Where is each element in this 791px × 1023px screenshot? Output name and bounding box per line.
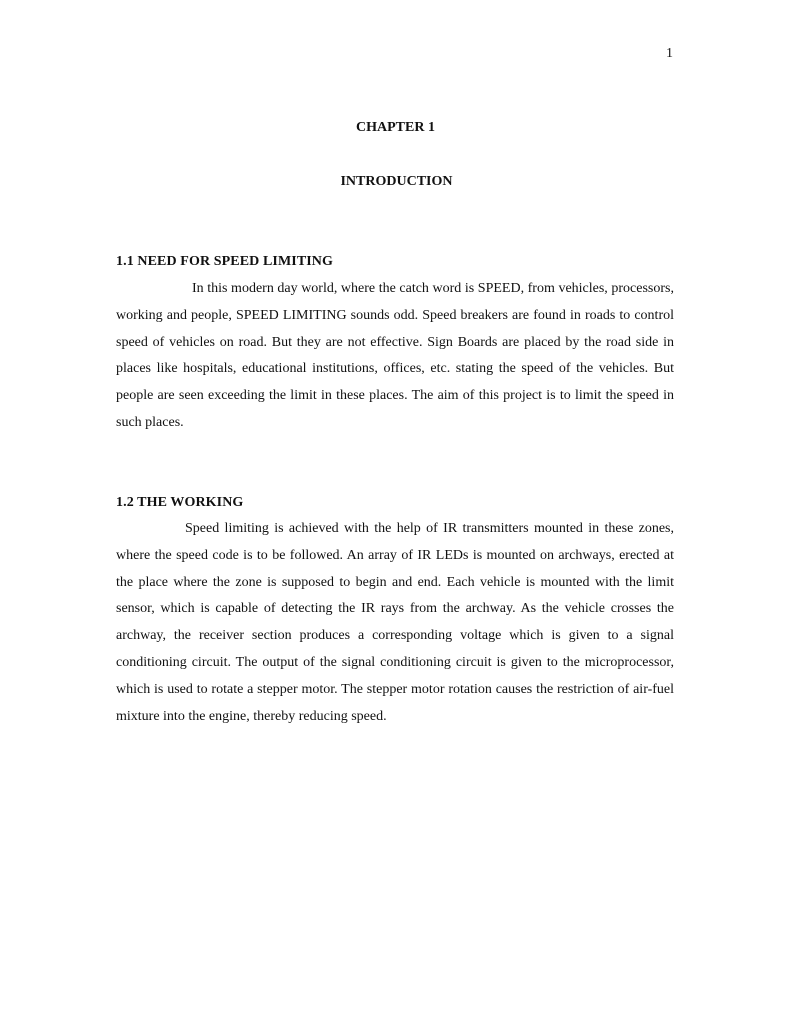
chapter-subtitle: INTRODUCTION (340, 174, 453, 189)
section-body-the-working: Speed limiting is achieved with the help of IR transmitters mounted in these zones, where the speed code is to be followed. An array of IR LEDs is mounted on archways, erected at the place where the zone is supposed to begin and end. Each vehicle is mounted with the limit sensor, which is capable of detecting the IR rays from the archway. As the vehicle crosses the archway, the receiver section produces a corresponding voltage which is given to a signal conditioning circuit. The output of the signal conditioning circuit is given to the microprocessor, which is used to rotate a stepper motor. The stepper motor rotation causes the restriction of air-fuel mixture into the engine, thereby reducing speed. (116, 521, 674, 724)
page-number: 1 (666, 46, 673, 61)
section-heading-need-for-speed-limiting: 1.1 NEED FOR SPEED LIMITING (116, 254, 334, 269)
chapter-title: CHAPTER 1 (356, 120, 435, 135)
section-heading-the-working: 1.2 THE WORKING (116, 495, 244, 510)
section-body-need-for-speed-limiting: In this modern day world, where the catch word is SPEED, from vehicles, processors, working and people, SPEED LIMITING sounds odd. Speed breakers are found in roads to control speed of vehicles on road. But they are not effective. Sign Boards are placed by the road side in places like hospitals, educational institutions, offices, etc. stating the speed of the vehicles. But people are seen exceeding the limit in these places. The aim of this project is to limit the speed in such places. (116, 281, 674, 430)
